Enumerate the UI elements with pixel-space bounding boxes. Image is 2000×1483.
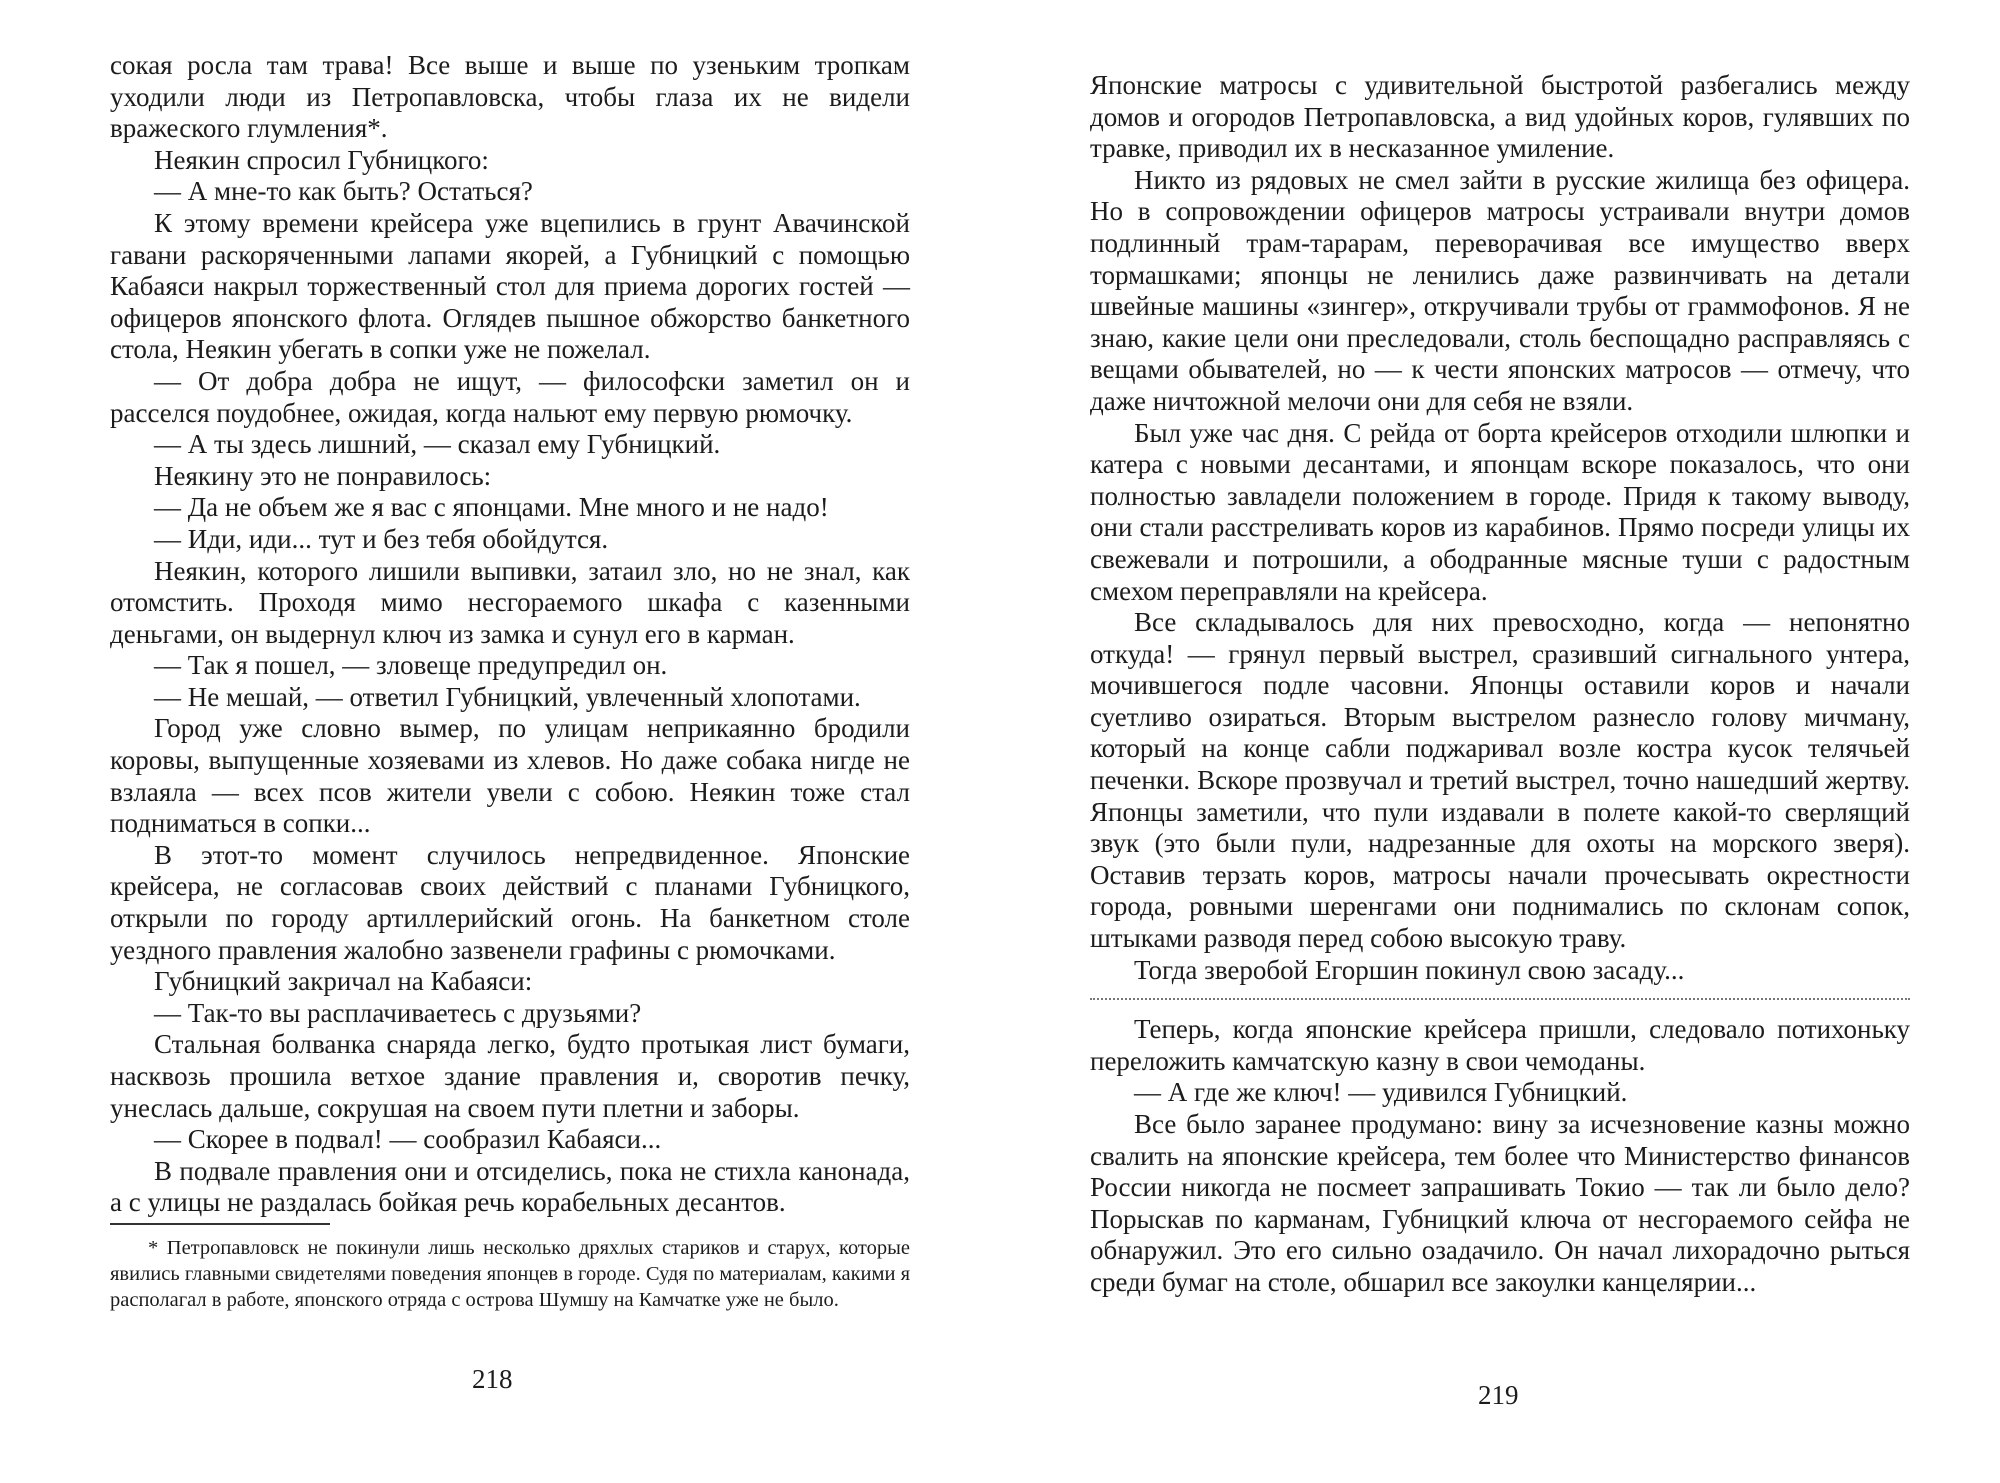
paragraph: Стальная болванка снаряда легко, будто протыкая лист бумаги, насквозь прошила ветхое здание правления и, своротив печку, унеслась дальше, сокрушая на своем пути плетни и заборы.	[110, 1029, 910, 1123]
right-page-text	[1090, 70, 1910, 1299]
paragraph: — А ты здесь лишний, — сказал ему Губницкий.	[154, 429, 721, 460]
paragraph: — А где же ключ! — удивился Губницкий.	[1134, 1077, 1628, 1108]
section-divider	[1090, 998, 1910, 1000]
paragraph: сокая росла там трава! Все выше и выше по узеньким тропкам уходили люди из Петропавловска, чтобы глаза их не видели вражеского глумления*.	[110, 50, 910, 144]
paragraph: Неякин, которого лишили выпивки, затаил зло, но не знал, как отомстить. Проходя мимо несгораемого шкафа с казенными деньгами, он выдернул ключ из замка и сунул его в карман.	[110, 555, 910, 649]
footnote-text: * Петропавловск не покинули лишь несколько дряхлых стариков и старух, которые явились главными свидетелями поведения японцев в городе. Судя по материалам, какими я располагал в работе, японского отряда с острова Шумшу на Камчатке уже не было.	[110, 1237, 911, 1311]
paragraph: Все складывалось для них превосходно, когда — непонятно откуда! — грянул первый выстрел, сразивший сигнального унтера, мочившегося подле часовни. Японцы оставили коров и начали суетливо озираться. Вторым выстрелом разнесло голову мичману, который на конце сабли поджаривал возле костра кусок телячьей печенки. Вскоре прозвучал и третий выстрел, точно нашедший жертву. Японцы заметили, что пули издавали в полете какой-то сверлящий звук (это были пули, надрезанные для охоты на морского зверя). Оставив терзать коров, матросы начали прочесывать окрестности города, ровными шеренгами они поднимались по склонам сопок, штыками разводя перед собою высокую траву.	[1090, 607, 1910, 954]
page-number: 219	[1478, 1380, 1519, 1410]
left-page-text	[110, 50, 910, 1219]
paragraph: Никто из рядовых не смел зайти в русские жилища без офицера. Но в сопровождении офицеров матросы устраивали внутри домов подлинный трам-тарарам, переворачивая все имущество вверх тормашками; японцы не ленились даже развинчивать на детали швейные машины «зингер», откручивали трубы от граммофонов. Я не знаю, какие цели они преследовали, столь беспощадно расправляясь с вещами обывателей, но — к чести японских матросов — отмечу, что даже ничтожной мелочи они для себя не взяли.	[1090, 164, 1910, 416]
paragraph: — Иди, иди... тут и без тебя обойдутся.	[154, 523, 609, 554]
footnote	[110, 1235, 910, 1313]
page-number: 218	[472, 1364, 513, 1394]
paragraph: Город уже словно вымер, по улицам неприкаянно бродили коровы, выпущенные хозяевами из хлевов. Но даже собака нигде не взлаяла — всех псов жители увели с собою. Неякин тоже стал подниматься в сопки...	[110, 713, 910, 839]
paragraph: — Так я пошел, — зловеще предупредил он.	[154, 650, 668, 681]
paragraph: Теперь, когда японские крейсера пришли, следовало потихоньку переложить камчатскую казну в свои чемоданы.	[1090, 1014, 1910, 1076]
paragraph: В подвале правления они и отсиделись, пока не стихла канонада, а с улицы не раздалась бойкая речь корабельных десантов.	[110, 1155, 910, 1218]
paragraph: Тогда зверобой Егоршин покинул свою засаду...	[1134, 954, 1685, 985]
paragraph: — Скорее в подвал! — сообразил Кабаяси...	[154, 1124, 662, 1155]
paragraph: — Да не объем же я вас с японцами. Мне много и не надо!	[154, 492, 829, 523]
paragraph: Неякину это не понравилось:	[154, 460, 492, 491]
paragraph: К этому времени крейсера уже вцепились в грунт Авачинской гавани раскоряченными лапами якорей, а Губницкий с помощью Кабаяси накрыл торжественный стол для приема дорогих гостей — офицеров японского флота. Оглядев пышное обжорство банкетного стола, Неякин убегать в сопки уже не пожелал.	[110, 207, 910, 365]
paragraph: Неякин спросил Губницкого:	[154, 144, 489, 175]
paragraph: — От добра добра не ищут, — философски заметил он и расселся поудобнее, ожидая, когда нальют ему первую рюмочку.	[110, 365, 910, 428]
paragraph: В этот-то момент случилось непредвиденное. Японские крейсера, не согласовав своих действий с планами Губницкого, открыли по городу артиллерийский огонь. На банкетном столе уездного правления жалобно зазвенели графины с рюмочками.	[110, 839, 910, 965]
paragraph: Все было заранее продумано: вину за исчезновение казны можно свалить на японские крейсера, тем более что Министерство финансов России никогда не посмеет запрашивать Токио — так ли было дело? Порыскав по карманам, Губницкий ключа от несгораемого сейфа не обнаружил. Это его сильно озадачило. Он начал лихорадочно рыться среди бумаг на столе, обшарил все закоулки канцелярии...	[1090, 1109, 1910, 1297]
footnote-divider	[110, 1223, 330, 1225]
paragraph: — Так-то вы расплачиваетесь с друзьями?	[154, 997, 642, 1028]
paragraph: — А мне-то как быть? Остаться?	[154, 176, 533, 207]
paragraph: Был уже час дня. С рейда от борта крейсеров отходили шлюпки и катера с новыми десантами, и японцам вскоре показалось, что они полностью завладели положением в городе. Придя к такому выводу, они стали расстреливать коров из карабинов. Прямо посреди улицы их свежевали и потрошили, а ободранные мясные туши с радостным смехом переправляли на крейсера.	[1090, 417, 1910, 606]
paragraph: Японские матросы с удивительной быстротой разбегались между домов и огородов Петропавловска, а вид удойных коров, гулявших по травке, приводил их в несказанное умиление.	[1090, 70, 1910, 164]
paragraph: Губницкий закричал на Кабаяси:	[154, 966, 533, 997]
paragraph: — Не мешай, — ответил Губницкий, увлеченный хлопотами.	[154, 681, 861, 712]
